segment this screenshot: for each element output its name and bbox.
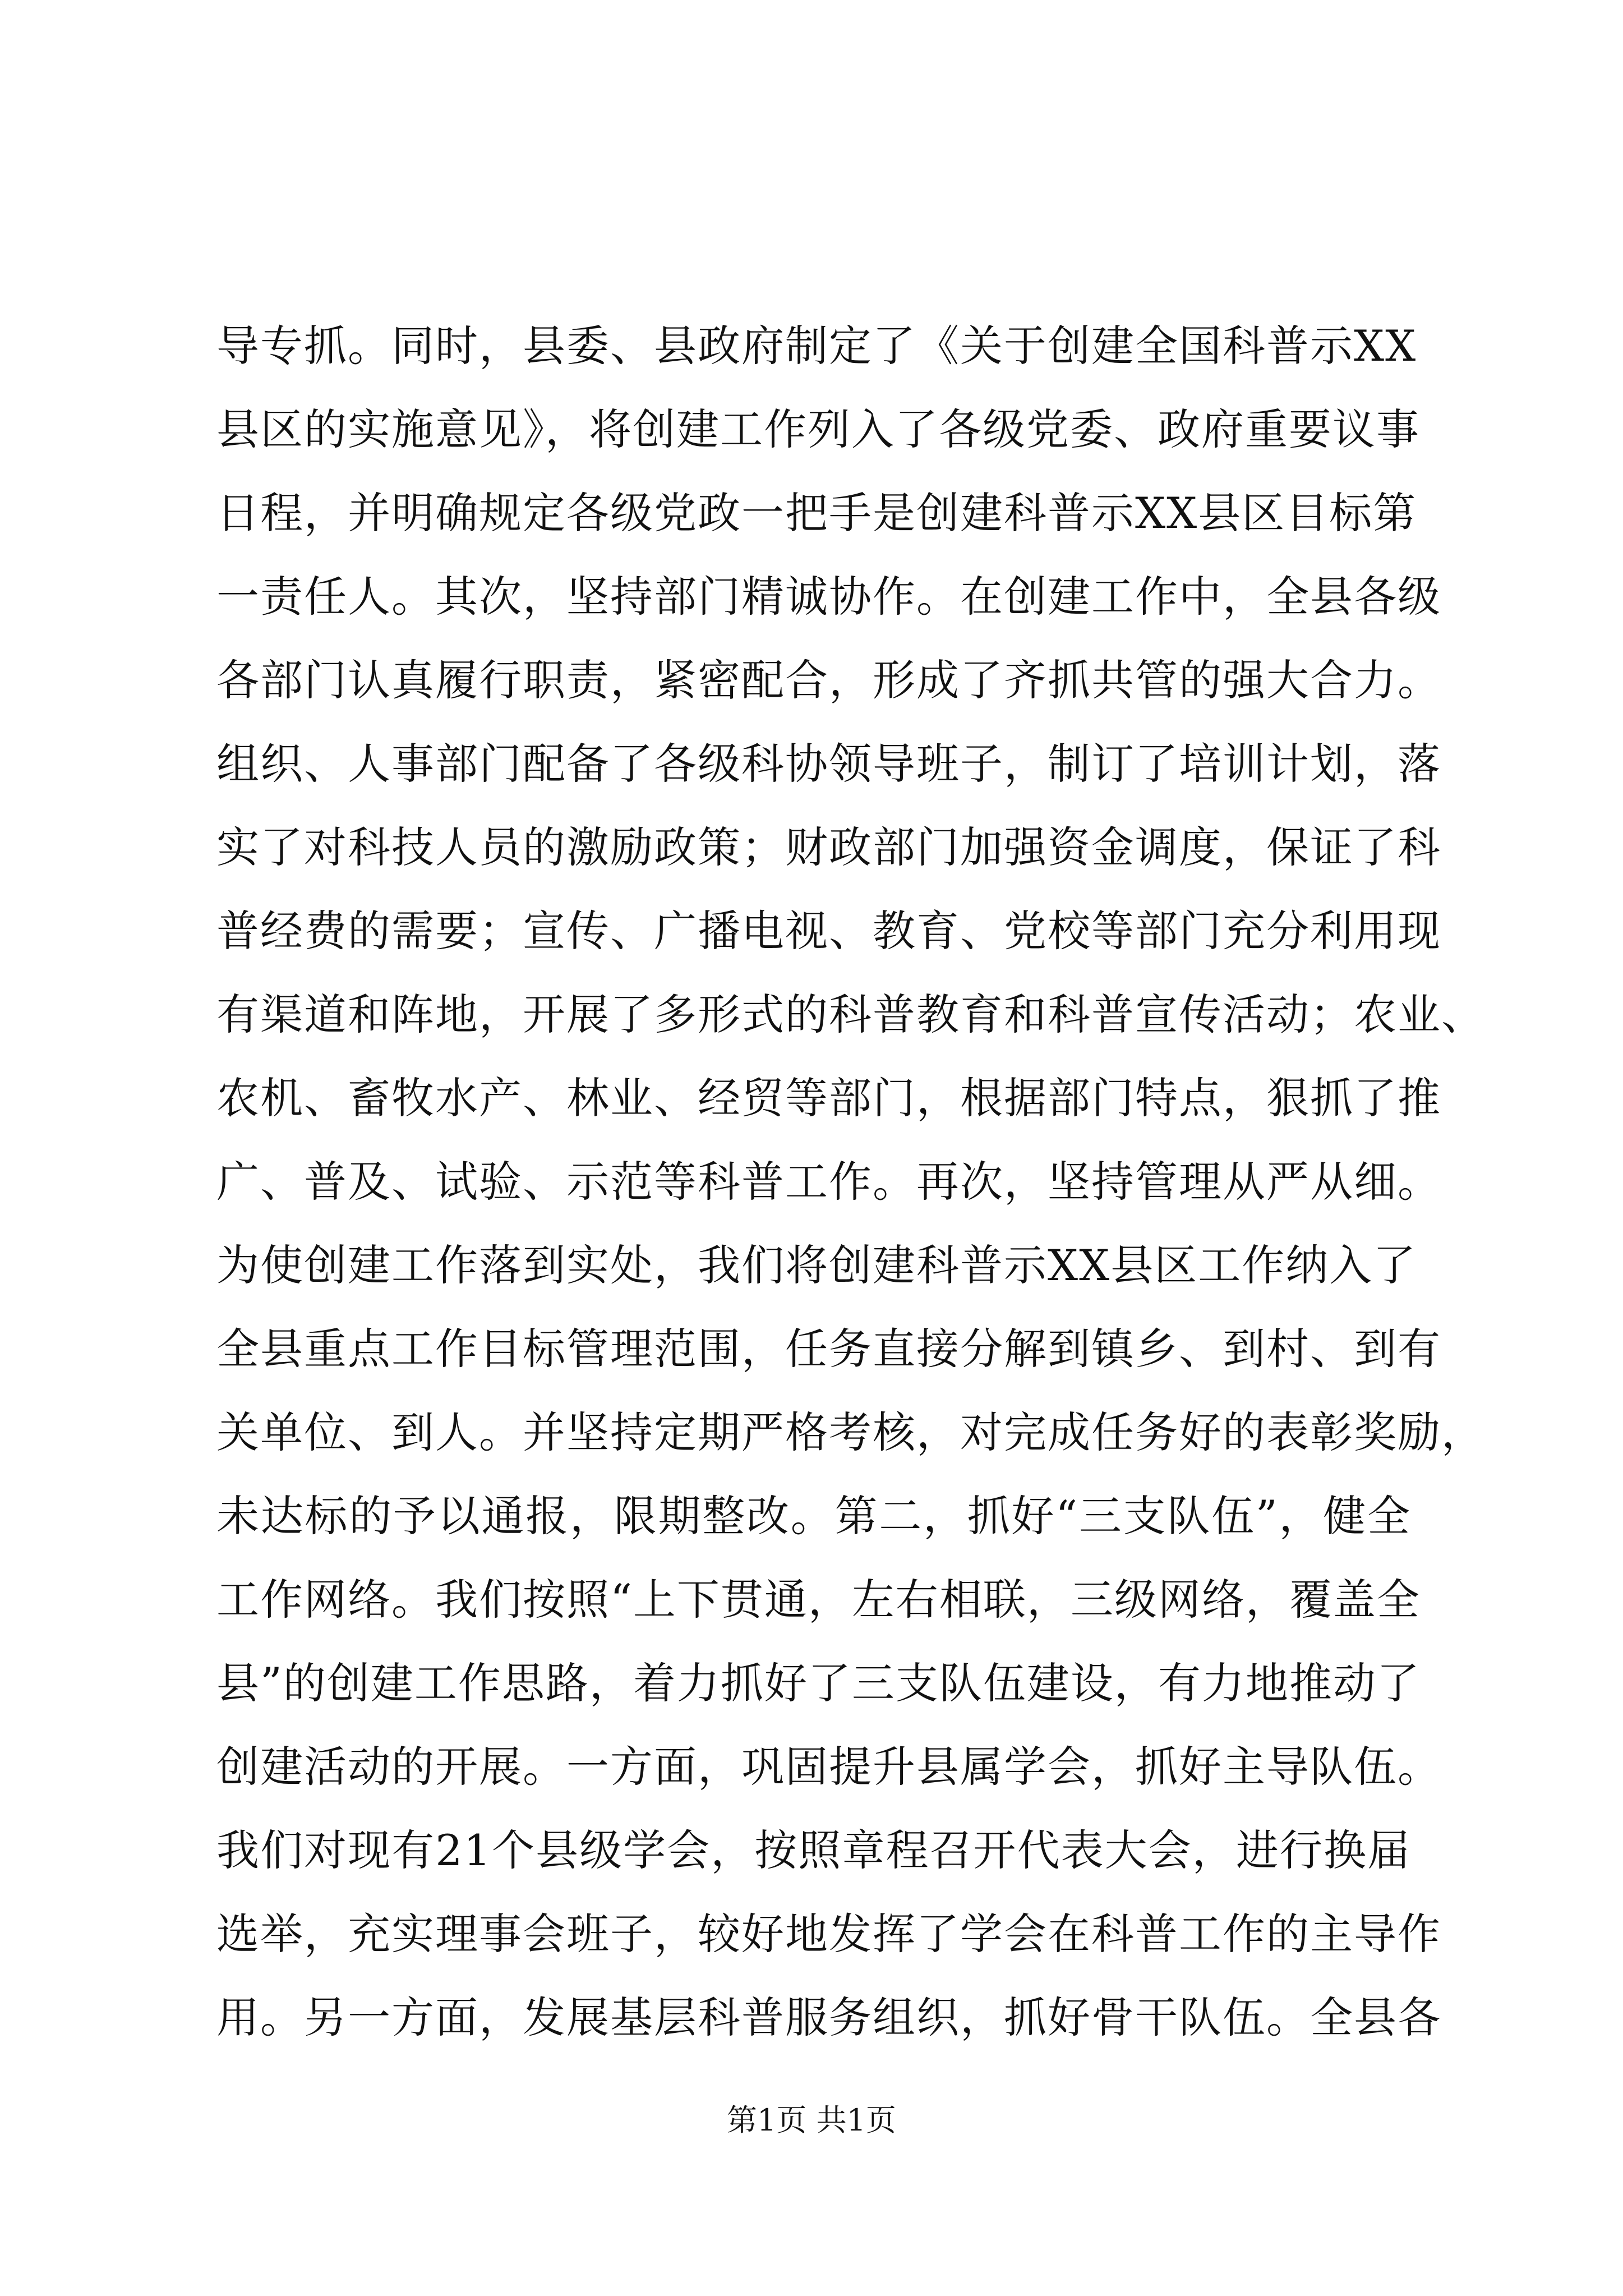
paragraph-line: 实了对科技人员的激励政策；财政部门加强资金调度，保证了科 [216, 822, 1441, 872]
paragraph-line: 日程，并明确规定各级党政一把手是创建科普示XX县区目标第 [216, 488, 1417, 538]
paragraph-line: 普经费的需要；宣传、广播电视、教育、党校等部门充分利用现 [216, 906, 1441, 956]
page-number-footer: 第1页 共1页 [727, 2102, 896, 2138]
paragraph-line: 创建活动的开展。一方面，巩固提升县属学会，抓好主导队伍。 [216, 1742, 1441, 1792]
paragraph-line: 有渠道和阵地，开展了多形式的科普教育和科普宣传活动；农业、 [216, 990, 1485, 1039]
paragraph-line: 农机、畜牧水产、林业、经贸等部门，根据部门特点，狠抓了推 [216, 1073, 1441, 1123]
paragraph-line: 一责任人。其次，坚持部门精诚协作。在创建工作中，全县各级 [216, 572, 1441, 622]
paragraph-line: 组织、人事部门配备了各级科协领导班子，制订了培训计划，落 [216, 739, 1441, 789]
paragraph-line: 选举，充实理事会班子，较好地发挥了学会在科普工作的主导作 [216, 1909, 1441, 1959]
document-body [216, 304, 1485, 2059]
paragraph-line: 全县重点工作目标管理范围，任务直接分解到镇乡、到村、到有 [216, 1324, 1441, 1374]
paragraph-line: 导专抓。同时，县委、县政府制定了《关于创建全国科普示XX [216, 321, 1417, 371]
paragraph-line: 用。另一方面，发展基层科普服务组织，抓好骨干队伍。全县各 [216, 1993, 1441, 2042]
paragraph-line: 未达标的予以通报，限期整改。第二，抓好“三支队伍”，健全 [216, 1491, 1411, 1541]
paragraph-line: 工作网络。我们按照“上下贯通，左右相联，三级网络，覆盖全 [216, 1575, 1421, 1625]
paragraph-line: 为使创建工作落到实处，我们将创建科普示XX县区工作纳入了 [216, 1240, 1417, 1290]
paragraph-line: 县区的实施意见》，将创建工作列入了各级党委、政府重要议事 [216, 404, 1420, 454]
paragraph-line: 广、普及、试验、示范等科普工作。再次，坚持管理从严从细。 [216, 1157, 1441, 1207]
paragraph-line: 我们对现有21个县级学会，按照章程召开代表大会，进行换届 [216, 1825, 1411, 1875]
paragraph-line: 各部门认真履行职责，紧密配合，形成了齐抓共管的强大合力。 [216, 655, 1441, 705]
paragraph-line: 县”的创建工作思路，着力抓好了三支队伍建设，有力地推动了 [216, 1658, 1421, 1708]
paragraph-line: 关单位、到人。并坚持定期严格考核，对完成任务好的表彰奖励， [216, 1407, 1485, 1457]
